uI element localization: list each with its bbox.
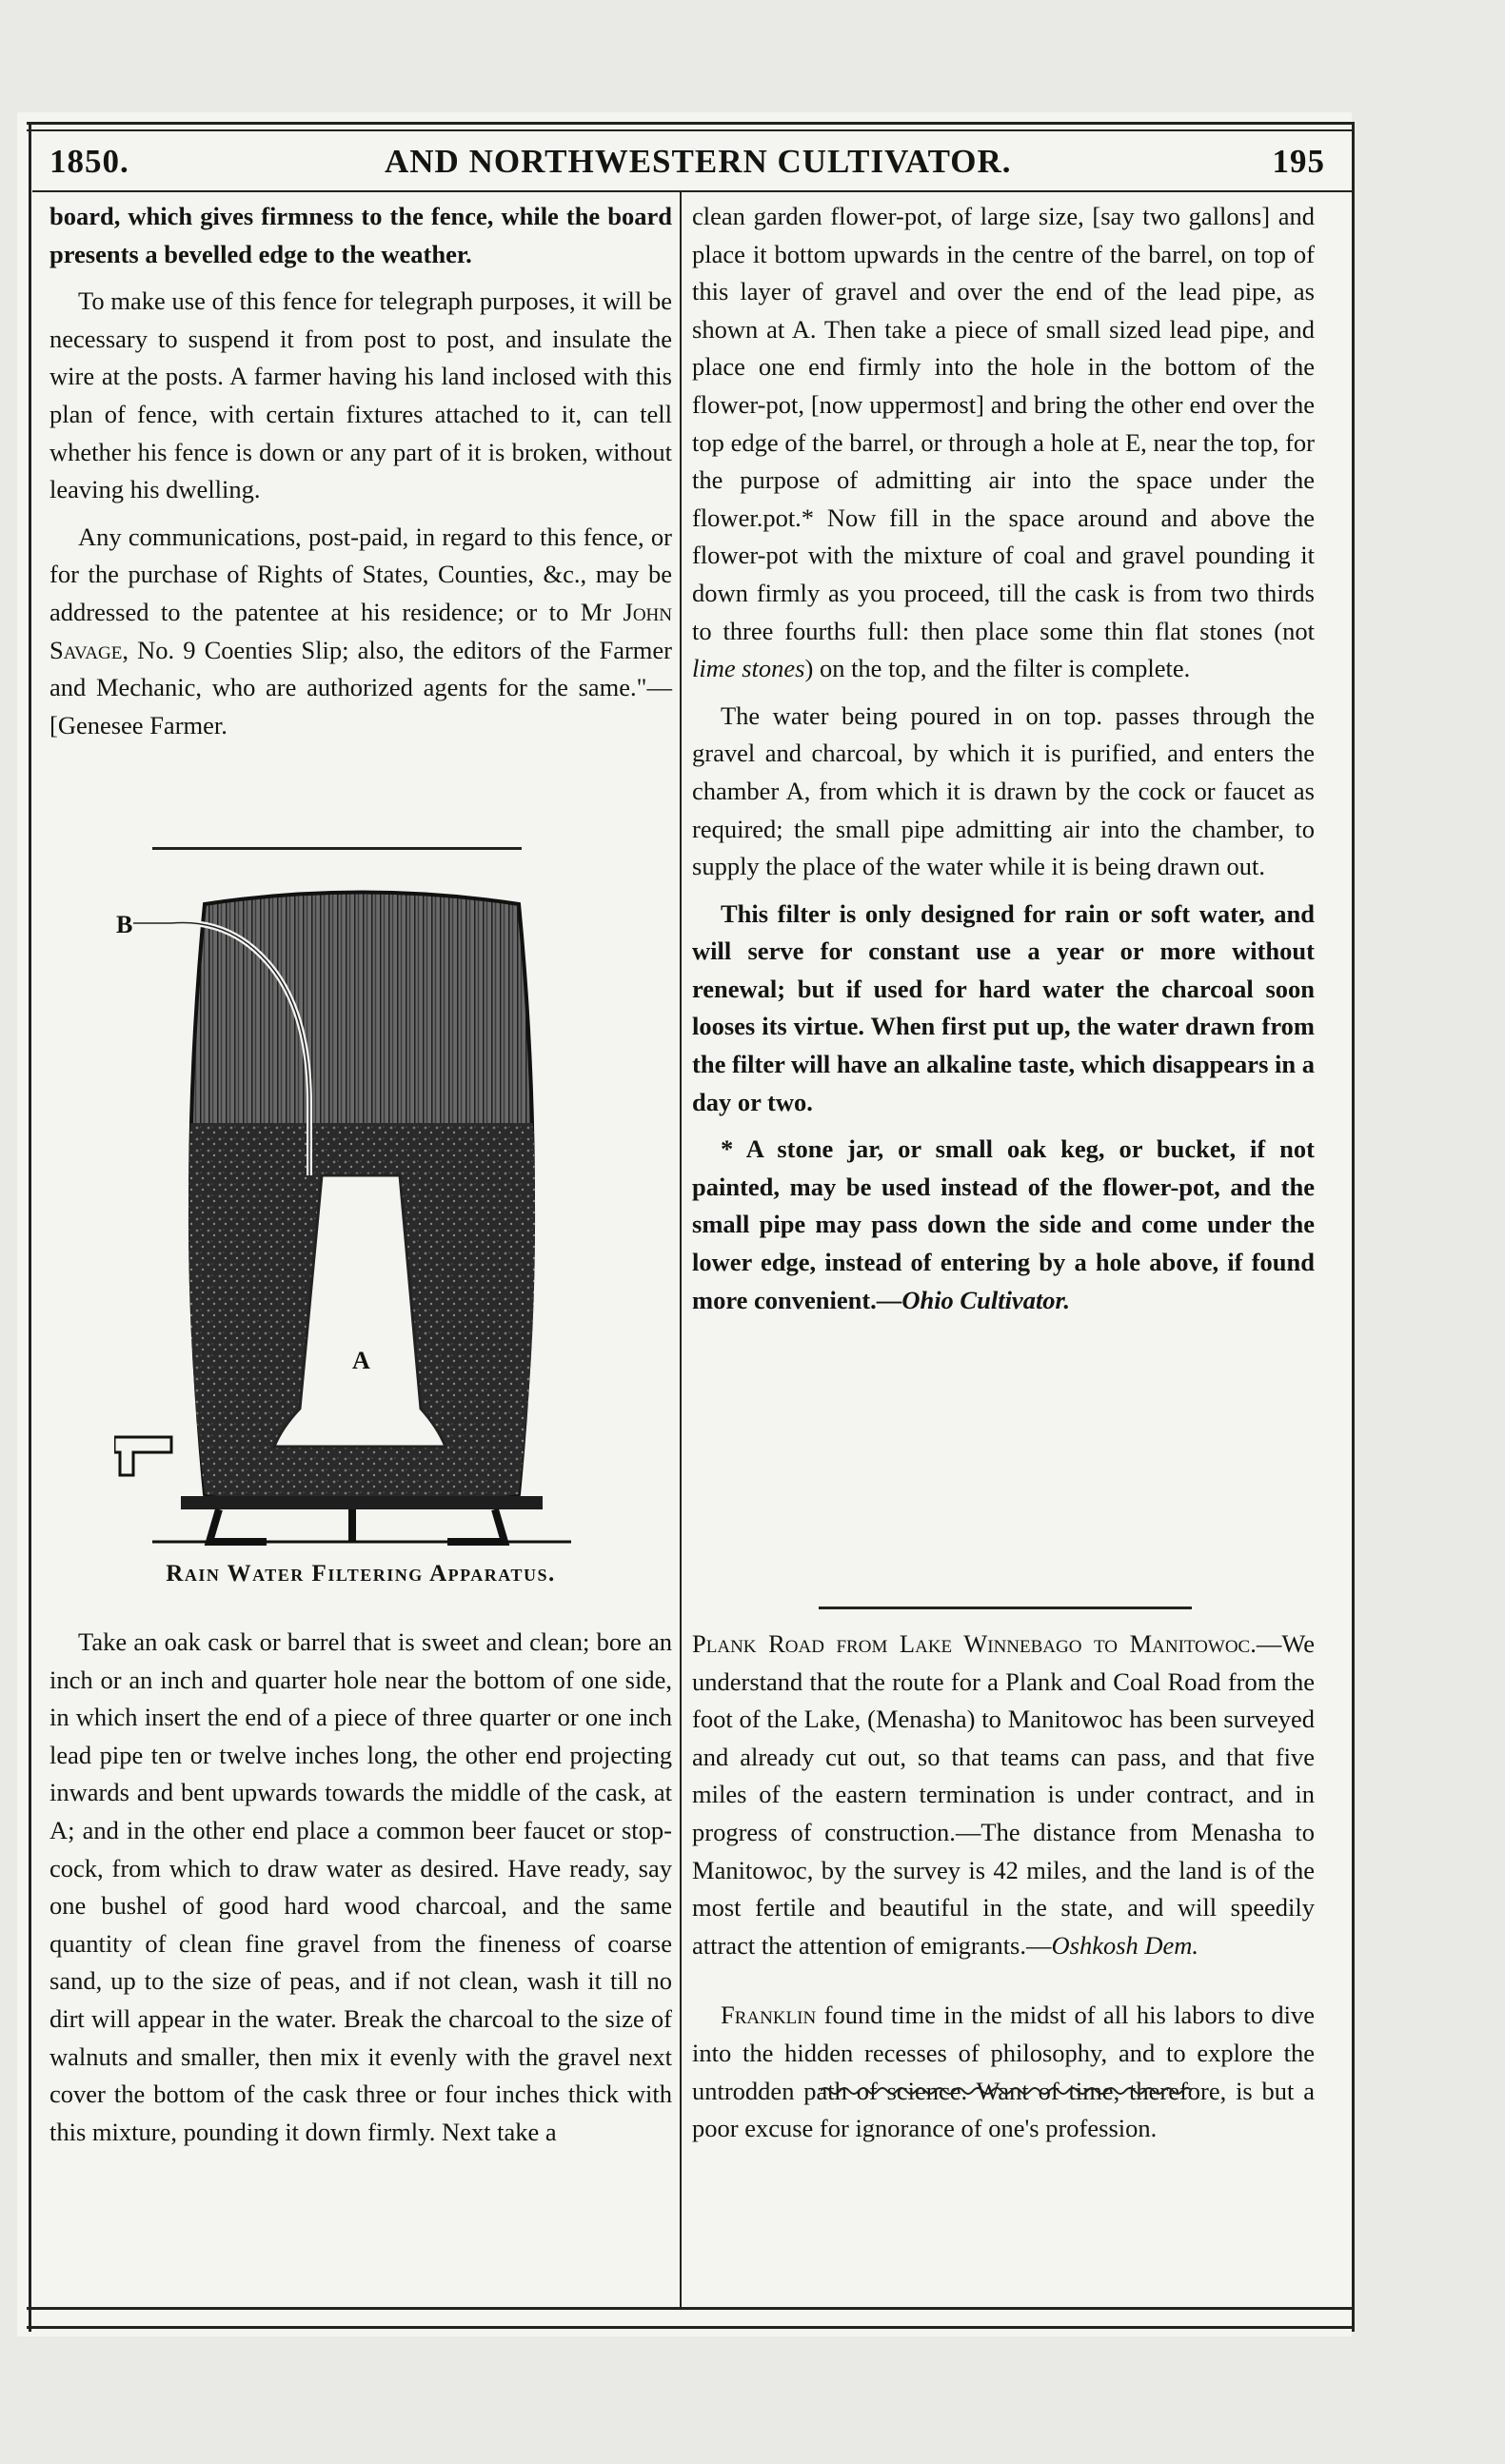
left-column-upper	[50, 198, 672, 744]
section-rule	[152, 847, 522, 850]
right-column-upper	[692, 198, 1315, 1319]
column-divider	[680, 192, 682, 2307]
left-column-lower	[50, 1624, 672, 2151]
figure-caption: Rain Water Filtering Apparatus.	[166, 1561, 556, 1587]
filter-barrel-illustration	[114, 885, 609, 1551]
label-b: B	[116, 911, 133, 938]
person-name: John Savage	[50, 597, 672, 664]
paragraph: To make use of this fence for telegraph purposes, it will be necessary to suspend it from post to post, and insulate the wire at the posts. A farmer having his land inclosed with this plan of fence, with certain fixtures attached to it, can tell whether his fence is down or any part of it is broken, without leaving his dwelling.	[50, 286, 672, 504]
left-frame-rule	[29, 122, 31, 2332]
header-rule	[32, 190, 1352, 192]
label-a: A	[352, 1347, 370, 1374]
paragraph: board, which gives firmness to the fence, while the board presents a bevelled edge to the weather.	[50, 202, 672, 268]
top-rule-inner	[27, 129, 1352, 131]
paragraph: clean garden flower-pot, of large size, [say two gallons] and place it bottom upwards in the centre of the barrel, on top of this layer of gravel and over the end of the lead pipe, as shown at A. Then take a piece of small sized lead pipe, and place one end firmly into the hole in the bottom of the flower-pot, [now uppermost] and bring the other end over the top edge of the barrel, or through a hole at E, near the top, for the purpose of admitting air into the space under the flower.pot.* Now fill in the space around and above the flower-pot with the mixture of coal and gravel pounding it down firmly as you proceed, till the cask is from two thirds to three fourths full: then place some thin flat stones (not lime stones) on the top, and the filter is complete.	[692, 202, 1315, 683]
header-page-number: 195	[1272, 143, 1325, 180]
wavy-divider	[821, 2084, 1192, 2098]
faucet	[114, 1437, 171, 1475]
page-header	[50, 143, 1325, 190]
person-name: Franklin	[721, 2001, 817, 2030]
header-title: AND NORTHWESTERN CULTIVATOR.	[385, 143, 1012, 180]
right-column-lower	[692, 1626, 1315, 2148]
top-rule	[27, 122, 1352, 125]
paragraph: The water being poured in on top. passes through the gravel and charcoal, by which it is purified, and enters the chamber A, from which it is drawn by the cock or faucet as required; the small pipe admitting air into the chamber, to supply the place of the water while it is being drawn out.	[692, 700, 1315, 881]
paragraph: Any communications, post-paid, in regard to this fence, or for the purchase of Rights of States, Counties, &c., may be addressed to the patentee at his residence; or to Mr John Savage, No. 9 Coenties Slip; also, the editors of the Farmer and Mechanic, who are authorized agents for the same."—[Genesee Farmer.	[50, 522, 672, 739]
article-heading: Plank Road from Lake Winnebago to Manitowoc.	[692, 1629, 1257, 1658]
right-frame-rule	[1352, 122, 1355, 2332]
section-rule-right	[819, 1607, 1192, 1609]
footnote: * A stone jar, or small oak keg, or bucket, if not painted, may be used instead of the flower-pot, and the small pipe may pass down the side and come under the lower edge, instead of entering by a hole above, if found more convenient.—Ohio Cultivator.	[692, 1134, 1315, 1314]
bottom-rule-outer	[27, 2326, 1352, 2329]
paragraph: Take an oak cask or barrel that is sweet and clean; bore an inch or an inch and quarter hole near the bottom of one side, in which insert the end of a piece of three quarter or one inch lead pipe ten or twelve inches long, the other end projecting inwards and bent upwards towards the middle of the cask, at A; and in the other end place a common beer faucet or stop-cock, from which to draw water as desired. Have ready, say one bushel of good hard wood charcoal, and the same quantity of clean fine gravel from the fineness of coarse sand, up to the size of peas, and if not clean, wash it till no dirt will appear in the water. Break the charcoal to the size of walnuts and smaller, then mix it evenly with the gravel next cover the bottom of the cask three or four inches thick with this mixture, pounding it down firmly. Next take a	[50, 1627, 672, 2146]
header-year: 1850.	[50, 143, 129, 180]
barrel-stand	[181, 1496, 543, 1509]
paragraph: Plank Road from Lake Winnebago to Manitowoc.—We understand that the route for a Plank and Coal Road from the foot of the Lake, (Menasha) to Manitowoc has been surveyed and already cut out, so that teams can pass, and that five miles of the eastern termination is under contract, and in progress of construction.—The distance from Menasha to Manitowoc, by the survey is 42 miles, and the land is of the most fertile and beautiful in the state, and will speedily attract the attention of emigrants.—Oshkosh Dem.	[692, 1629, 1315, 1960]
paragraph: Franklin found time in the midst of all his labors to dive into the hidden recesses of philosophy, and to explore the untrodden path of science. Want of time, therefore, is but a poor excuse for ignorance of one's profession.	[692, 2001, 1315, 2143]
bottom-rule	[27, 2307, 1352, 2310]
paragraph: This filter is only designed for rain or soft water, and will serve for constant use a year or more without renewal; but if used for hard water the charcoal soon looses its virtue. When first put up, the water drawn from the filter will have an alkaline taste, which disappears in a day or two.	[692, 898, 1315, 1116]
